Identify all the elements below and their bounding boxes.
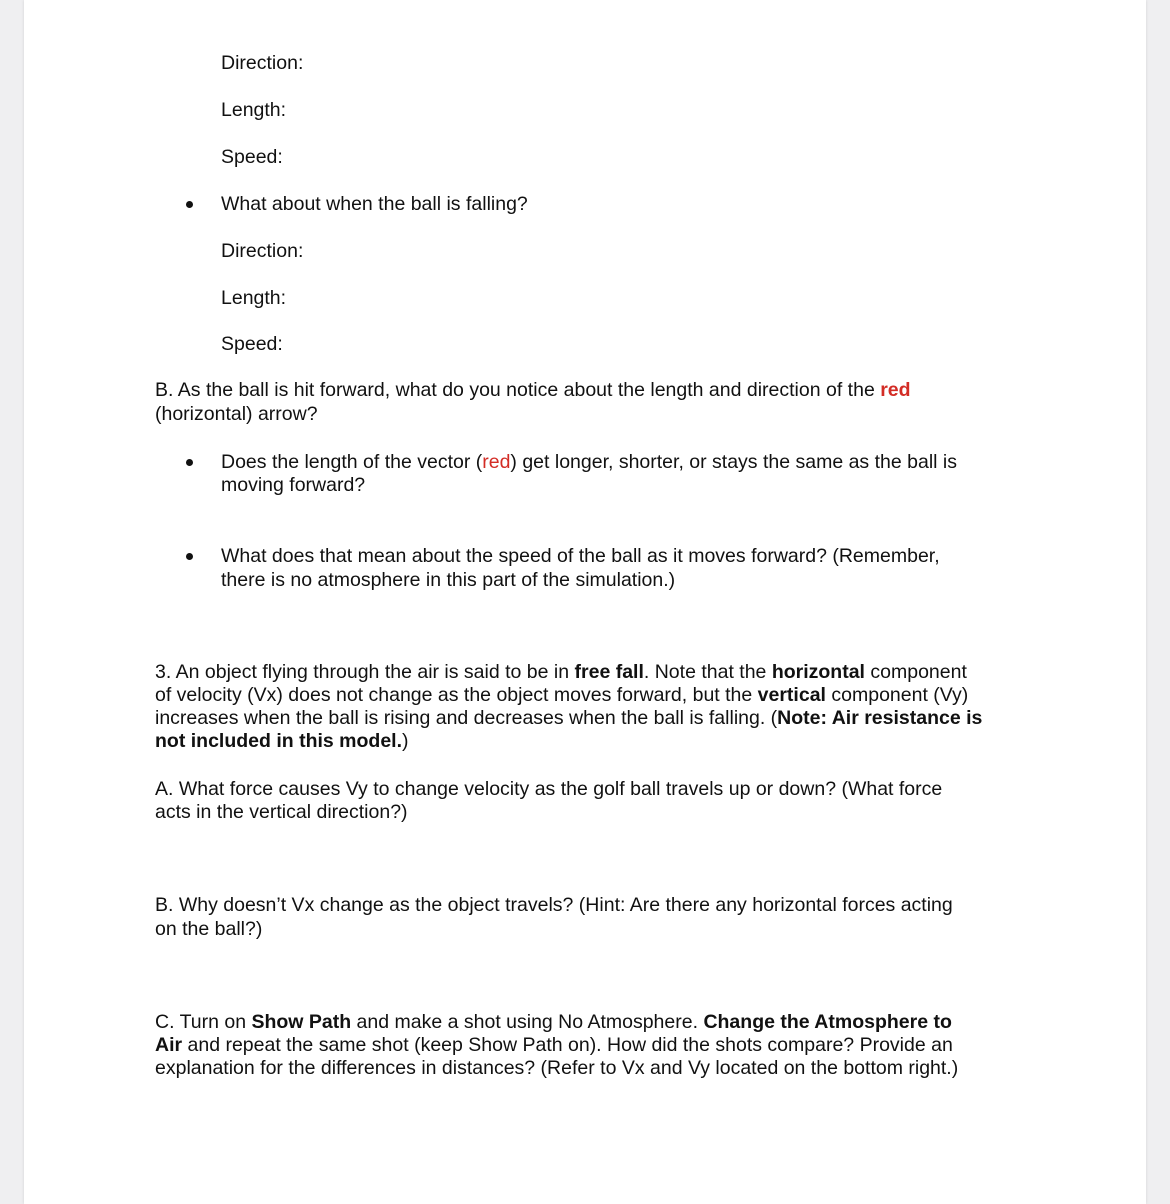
question-3b: B. Why doesn’t Vx change as the object travels? (Hint: Are there any horizontal forces acting (155, 894, 953, 916)
falling-question: What about when the ball is falling? (221, 193, 528, 215)
question-3c-line3: explanation for the differences in distances? (Refer to Vx and Vy located on the bottom right.) (155, 1057, 959, 1079)
document-page (24, 0, 1146, 1204)
speed-label: Speed: (221, 146, 283, 168)
vector-length-question-line2: moving forward? (221, 474, 366, 496)
part-b-question-line2: (horizontal) arrow? (155, 403, 318, 425)
vector-length-question: Does the length of the vector (red) get longer, shorter, or stays the same as the ball is (221, 451, 957, 473)
question-3b-line2: on the ball?) (155, 918, 263, 940)
bullet (186, 459, 193, 466)
falling-length-label: Length: (221, 287, 287, 309)
part-b-question: B. As the ball is hit forward, what do you notice about the length and direction of the red (155, 379, 911, 401)
bullet (186, 553, 193, 560)
section-3-line1: 3. An object flying through the air is said to be in free fall. Note that the horizontal component (155, 661, 967, 683)
speed-meaning-question-line2: there is no atmosphere in this part of the simulation.) (221, 569, 676, 591)
question-3a: A. What force causes Vy to change velocity as the golf ball travels up or down? (What force (155, 778, 943, 800)
falling-direction-label: Direction: (221, 240, 304, 262)
question-3c-line2: Air and repeat the same shot (keep Show Path on). How did the shots compare? Provide an (155, 1034, 953, 1056)
falling-speed-label: Speed: (221, 333, 283, 355)
section-3-line2: of velocity (Vx) does not change as the object moves forward, but the vertical component (Vy) (155, 684, 969, 706)
section-3-line3: increases when the ball is rising and decreases when the ball is falling. (Note: Air resistance is (155, 707, 983, 729)
bullet (186, 201, 193, 208)
question-3a-line2: acts in the vertical direction?) (155, 801, 408, 823)
section-3-line4: not included in this model.) (155, 730, 409, 752)
speed-meaning-question: What does that mean about the speed of the ball as it moves forward? (Remember, (221, 545, 940, 567)
length-label: Length: (221, 99, 287, 121)
question-3c: C. Turn on Show Path and make a shot using No Atmosphere. Change the Atmosphere to (155, 1011, 952, 1033)
direction-label: Direction: (221, 52, 304, 74)
